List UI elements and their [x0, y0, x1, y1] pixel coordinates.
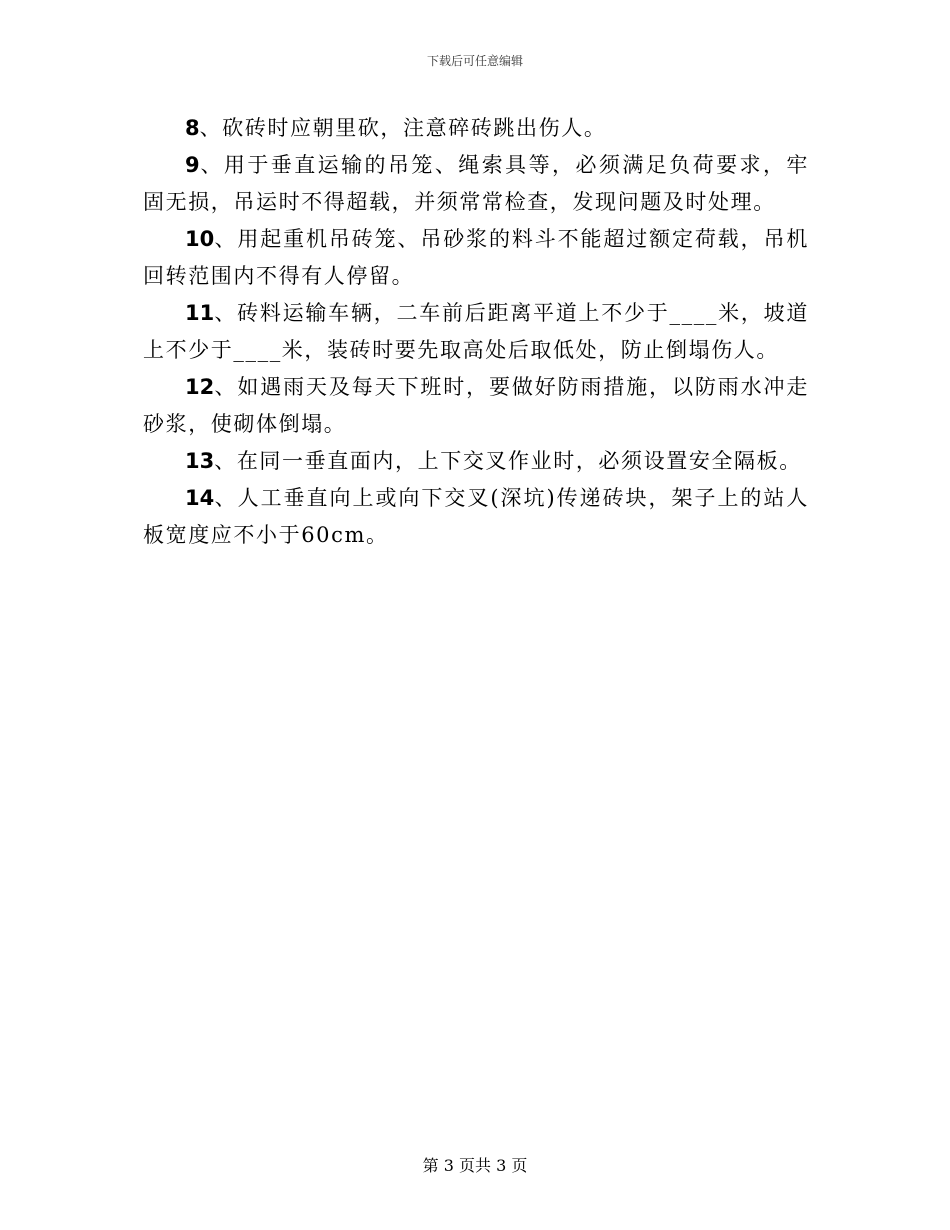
item-number: 14: [185, 486, 215, 510]
item-number: 9: [185, 153, 200, 177]
list-item: [143, 221, 809, 295]
document-body: [143, 110, 809, 554]
list-item: [143, 110, 809, 147]
item-number: 13: [185, 449, 215, 473]
item-number: 8: [185, 116, 200, 140]
page-footer: 第 3 页共 3 页: [422, 1156, 528, 1175]
item-text: 、人工垂直向上或向下交叉(深坑)传递砖块，架子上的站人板宽度应不小于60cm。: [143, 486, 809, 547]
item-text: 、在同一垂直面内，上下交叉作业时，必须设置安全隔板。: [214, 449, 802, 473]
item-text: 、用于垂直运输的吊笼、绳索具等，必须满足负荷要求，牢固无损，吊运时不得超载，并须常常检查，发现问题及时处理。: [143, 153, 809, 214]
item-number: 12: [185, 375, 215, 399]
list-item: [143, 443, 809, 480]
item-number: 10: [185, 227, 215, 251]
item-text: 、砖料运输车辆，二车前后距离平道上不少于____米，坡道上不少于____米，装砖时要先取高处后取低处，防止倒塌伤人。: [143, 301, 809, 362]
list-item: [143, 295, 809, 369]
item-text: 、用起重机吊砖笼、吊砂浆的料斗不能超过额定荷载，吊机回转范围内不得有人停留。: [143, 227, 809, 288]
list-item: [143, 147, 809, 221]
list-item: [143, 369, 809, 443]
item-text: 、如遇雨天及每天下班时，要做好防雨措施，以防雨水冲走砂浆，使砌体倒塌。: [143, 375, 809, 436]
item-number: 11: [185, 301, 215, 325]
page-header: 下载后可任意编辑: [426, 54, 523, 68]
list-item: [143, 480, 809, 554]
item-text: 、砍砖时应朝里砍，注意碎砖跳出伤人。: [199, 116, 607, 140]
